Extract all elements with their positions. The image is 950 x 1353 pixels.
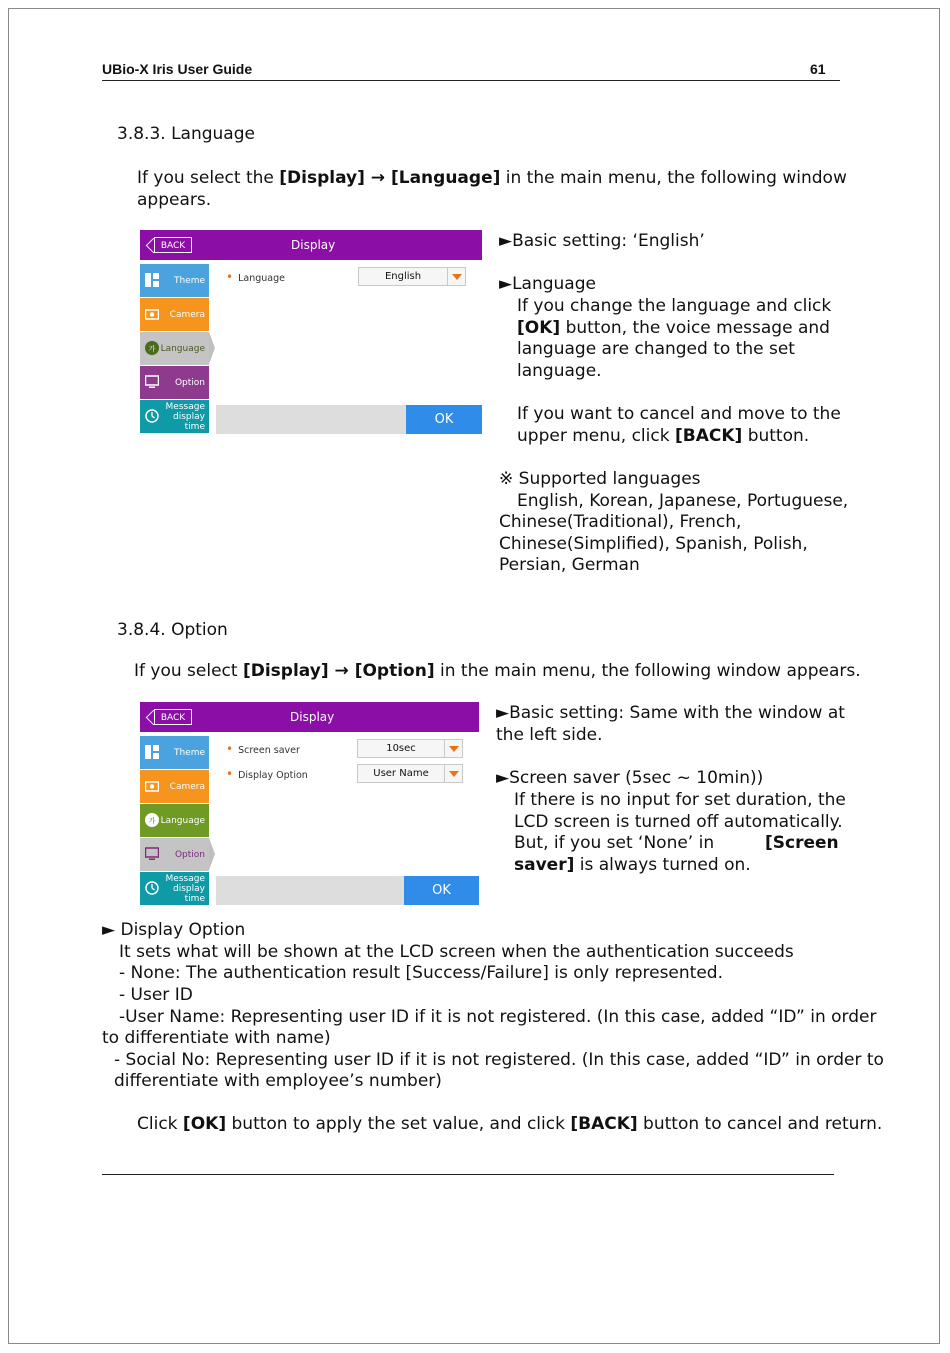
screen-saver-note-line <box>514 855 751 877</box>
language-dropdown[interactable] <box>358 267 466 286</box>
arrow-icon: → <box>328 661 355 681</box>
bullet-icon: • <box>226 270 234 284</box>
language-note-line: language. <box>517 361 602 381</box>
cancel-note-line <box>517 426 809 448</box>
language-note-line <box>517 318 830 340</box>
language-note-line: language are changed to the set <box>517 339 795 359</box>
screen-title: Display <box>290 710 335 724</box>
page-number: 61 <box>810 61 826 77</box>
screen-saver-dropdown[interactable] <box>357 739 463 758</box>
supported-languages-line: Chinese(Simplified), Spanish, Polish, <box>499 534 808 554</box>
ok-ref: [OK] <box>182 1114 227 1134</box>
display-option-line: - None: The authentication result [Success/Failure] is only represented. <box>119 963 723 983</box>
ok-button[interactable]: OK <box>406 405 482 434</box>
bottom-bar <box>216 876 404 905</box>
supported-languages-line: Persian, German <box>499 555 640 575</box>
back-button[interactable]: BACK <box>154 237 192 253</box>
sidebar-item-camera[interactable] <box>140 770 209 803</box>
sidebar-item-camera[interactable] <box>140 298 209 331</box>
sidebar-label: Message display time <box>165 874 205 904</box>
language-note-head: ►Language <box>499 274 596 294</box>
note-text: is always turned on. <box>574 855 751 875</box>
option-label: Screen saver <box>238 745 300 756</box>
sidebar-label: Camera <box>169 782 205 792</box>
sidebar-item-language[interactable] <box>140 332 209 365</box>
sidebar-item-message-time[interactable] <box>140 400 209 433</box>
screen-saver-note-line <box>514 833 839 855</box>
dropdown-value: User Name <box>373 768 429 779</box>
bullet-icon: • <box>226 742 234 756</box>
option-screen <box>140 702 479 905</box>
display-option-line: - Social No: Representing user ID if it is not registered. (In this case, added “ID” in order to <box>114 1050 884 1070</box>
globe-icon <box>145 341 159 355</box>
language-intro-line2: appears. <box>137 190 212 210</box>
theme-icon <box>145 745 159 759</box>
selected-pointer <box>209 838 215 870</box>
cancel-note-line: If you want to cancel and move to the <box>517 404 841 424</box>
screen-saver-note-line: If there is no input for set duration, the <box>514 790 846 810</box>
basic-setting-note: ►Basic setting: Same with the window at <box>496 703 845 723</box>
note-text: upper menu, click <box>517 426 675 446</box>
screen-saver-note-line: LCD screen is turned off automatically. <box>514 812 843 832</box>
intro-text: in the main menu, the following window <box>500 168 847 188</box>
theme-icon <box>145 273 159 287</box>
monitor-icon <box>145 375 159 389</box>
option-row-screen-saver <box>226 742 300 756</box>
sidebar-item-message-time[interactable] <box>140 872 209 905</box>
language-intro <box>137 168 847 190</box>
closing-text: Click <box>137 1114 183 1134</box>
dropdown-value: English <box>384 271 422 282</box>
chevron-down-icon <box>444 740 462 757</box>
display-option-dropdown[interactable] <box>357 764 463 783</box>
intro-text: If you select the <box>137 168 280 188</box>
closing-text: button to apply the set value, and click <box>226 1114 571 1134</box>
ok-ref: [OK] <box>517 318 561 338</box>
sidebar-label: Language <box>160 344 205 354</box>
sidebar-label: Camera <box>169 310 205 320</box>
basic-setting-note: the left side. <box>496 725 603 745</box>
supported-languages-line: Chinese(Traditional), French, <box>499 512 742 532</box>
footer-rule <box>102 1174 834 1175</box>
language-note-line: If you change the language and click <box>517 296 832 316</box>
sidebar-label: Option <box>174 850 205 860</box>
sidebar-item-theme[interactable] <box>140 736 209 769</box>
option-row-language <box>226 270 285 284</box>
display-option-line: It sets what will be shown at the LCD screen when the authentication succeeds <box>119 942 794 962</box>
sidebar-item-language[interactable] <box>140 804 209 837</box>
option-intro <box>134 661 861 683</box>
screen-saver-ref: saver] <box>514 855 575 875</box>
language-ref: [Language] <box>390 168 501 188</box>
option-ref: [Option] <box>354 661 435 681</box>
display-option-line: differentiate with employee’s number) <box>114 1071 442 1091</box>
display-option-head: ► Display Option <box>102 920 246 940</box>
camera-icon <box>145 779 159 793</box>
note-text: But, if you set ‘None’ in <box>514 833 715 853</box>
chevron-down-icon <box>444 765 462 782</box>
selected-pointer <box>209 332 215 364</box>
sidebar-label: Language <box>160 816 205 826</box>
closing-text: button to cancel and return. <box>637 1114 883 1134</box>
bottom-bar <box>216 405 406 434</box>
svg-text:가: 가 <box>148 345 156 353</box>
sidebar-label: Theme <box>173 276 205 286</box>
sidebar-item-option[interactable] <box>140 366 209 399</box>
supported-languages-line: English, Korean, Japanese, Portuguese, <box>517 491 849 511</box>
back-button[interactable]: BACK <box>154 709 192 725</box>
closing-instruction <box>137 1114 882 1136</box>
screen-title: Display <box>291 238 336 252</box>
supported-languages-head: ※ Supported languages <box>499 469 701 489</box>
back-ref: [BACK] <box>674 426 743 446</box>
sidebar-label: Theme <box>173 748 205 758</box>
section-heading-option: 3.8.4. Option <box>117 620 228 640</box>
option-label: Display Option <box>238 770 308 781</box>
globe-icon <box>145 813 159 827</box>
option-row-display-option <box>226 767 308 781</box>
arrow-icon: → <box>364 168 391 188</box>
screen-saver-ref: [Screen <box>765 833 839 853</box>
ok-button[interactable]: OK <box>404 876 479 905</box>
screen-saver-note-head: ►Screen saver (5sec ~ 10min)) <box>496 768 764 788</box>
sidebar-item-option[interactable] <box>140 838 209 871</box>
display-ref: [Display] <box>279 168 365 188</box>
option-label: Language <box>238 273 285 284</box>
sidebar-label: Message display time <box>165 402 205 432</box>
sidebar-label: Option <box>174 378 205 388</box>
intro-text: If you select <box>134 661 243 681</box>
svg-text:가: 가 <box>148 817 156 825</box>
sidebar-item-theme[interactable] <box>140 264 209 297</box>
section-heading-language: 3.8.3. Language <box>117 124 255 144</box>
camera-icon <box>145 307 159 321</box>
intro-text: in the main menu, the following window appears. <box>434 661 861 681</box>
basic-setting-note: ►Basic setting: ‘English’ <box>499 231 705 251</box>
header-rule <box>102 80 840 81</box>
monitor-icon <box>145 847 159 861</box>
note-text: button, the voice message and <box>560 318 830 338</box>
note-text: button. <box>742 426 810 446</box>
bullet-icon: • <box>226 767 234 781</box>
chevron-down-icon <box>447 268 465 285</box>
display-option-line: to differentiate with name) <box>102 1028 331 1048</box>
display-option-line: -User Name: Representing user ID if it is not registered. (In this case, added “ID” in order <box>119 1007 877 1027</box>
back-ref: [BACK] <box>570 1114 638 1134</box>
dropdown-value: 10sec <box>386 743 416 754</box>
display-ref: [Display] <box>242 661 329 681</box>
header-title: UBio-X Iris User Guide <box>102 61 253 77</box>
display-option-line: - User ID <box>119 985 193 1005</box>
language-screen <box>140 230 482 435</box>
